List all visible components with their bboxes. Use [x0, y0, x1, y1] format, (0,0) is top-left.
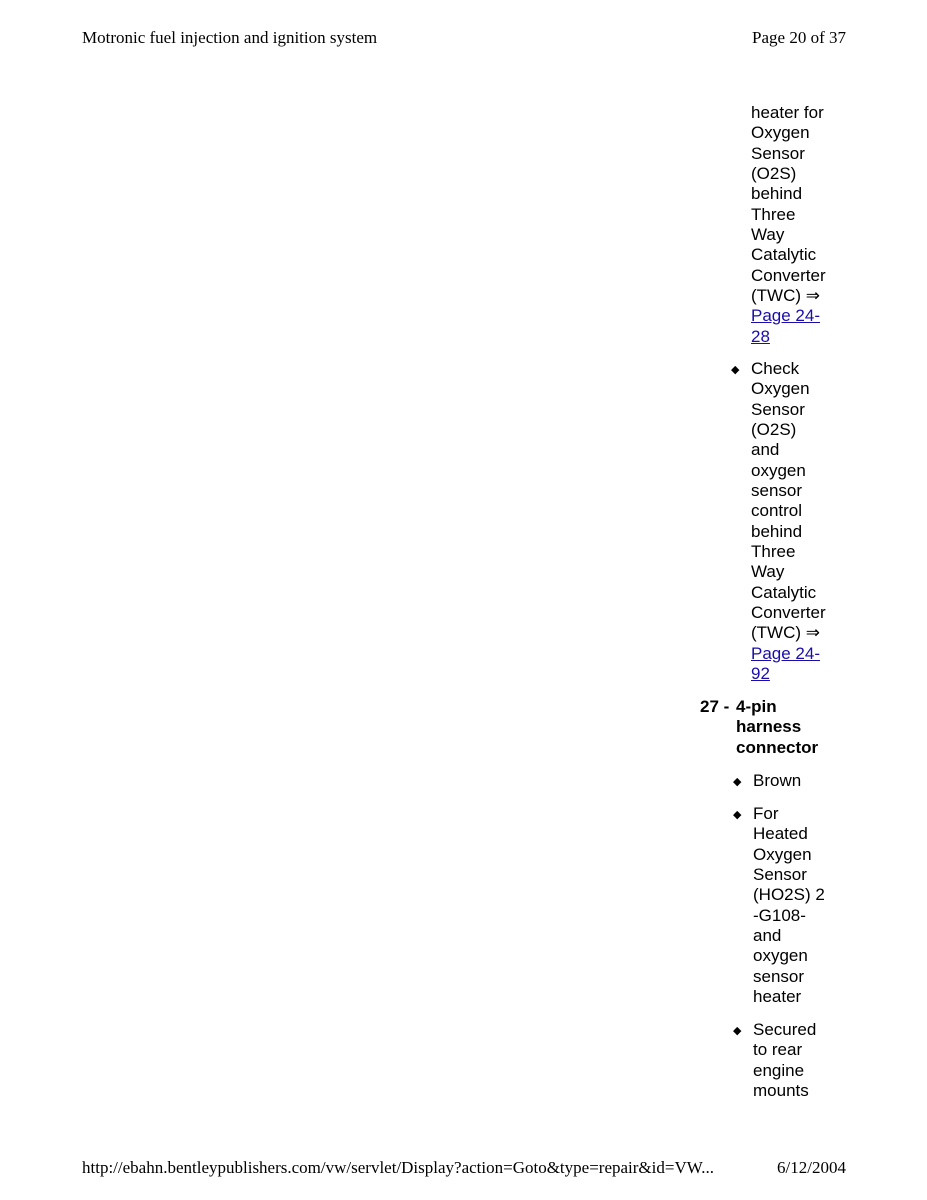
diamond-bullet-icon: ◆ — [733, 1024, 742, 1037]
page-24-92-link[interactable] — [751, 644, 826, 685]
subitem-text — [753, 1020, 816, 1101]
item-title — [736, 697, 818, 758]
text-line: Sensor — [751, 399, 805, 419]
text-line: Converter — [751, 603, 826, 623]
text-line: Oxygen — [751, 379, 810, 399]
text-line: Brown — [753, 771, 802, 790]
footer-date: 6/12/2004 — [777, 1158, 846, 1177]
item-number: 27 - — [700, 697, 730, 716]
diamond-bullet-icon: ◆ — [731, 363, 740, 376]
text-line: Oxygen — [753, 844, 812, 864]
text-line: Sensor — [751, 143, 805, 163]
text-line: (TWC) ⇒ — [751, 623, 820, 643]
text-line: and — [753, 926, 782, 946]
text-line: Three — [751, 542, 796, 562]
text-line: Way — [751, 562, 785, 582]
continued-item-text — [751, 103, 826, 347]
text-line: harness — [736, 717, 802, 737]
text-line: sensor — [753, 966, 805, 986]
text-line: sensor — [751, 481, 803, 501]
text-line: oxygen — [753, 946, 808, 966]
diamond-bullet-icon: ◆ — [733, 775, 742, 788]
text-line: and — [751, 440, 780, 460]
text-line: -G108- — [753, 905, 806, 925]
text-line: to rear — [753, 1040, 803, 1060]
link-line[interactable]: 92 — [751, 664, 770, 684]
subitem-text — [753, 771, 801, 791]
diamond-bullet-icon: ◆ — [733, 808, 742, 821]
text-line: Sensor — [753, 865, 807, 885]
text-line: heater for — [751, 103, 824, 122]
text-line: oxygen — [751, 460, 806, 480]
subitem-text — [753, 804, 825, 1007]
page-24-28-link[interactable] — [751, 306, 826, 347]
text-line: Check — [751, 359, 800, 378]
page-indicator: Page 20 of 37 — [752, 28, 846, 47]
text-line: Secured — [753, 1020, 817, 1039]
check-item-text — [751, 359, 826, 685]
text-line: Heated — [753, 824, 808, 844]
text-line: heater — [753, 987, 802, 1007]
text-line: connector — [736, 737, 819, 757]
text-line: (O2S) — [751, 164, 797, 184]
footer-url: http://ebahn.bentleypublishers.com/vw/servlet/Display?action=Goto&type=repair&id=VW... — [82, 1158, 714, 1177]
link-line[interactable]: Page 24- — [751, 306, 820, 326]
text-line: Catalytic — [751, 582, 817, 602]
link-line[interactable]: 28 — [751, 326, 770, 346]
text-line: (HO2S) 2 — [753, 885, 825, 905]
text-line: (O2S) — [751, 420, 797, 440]
text-line: engine — [753, 1060, 805, 1080]
text-line: behind — [751, 184, 803, 204]
text-line: Way — [751, 225, 785, 245]
text-line: 4-pin — [736, 697, 777, 716]
text-line: Oxygen — [751, 123, 810, 143]
text-line: behind — [751, 521, 803, 541]
text-line: For — [753, 804, 779, 823]
document-title: Motronic fuel injection and ignition system — [82, 28, 378, 47]
text-line: Catalytic — [751, 245, 817, 265]
text-line: control — [751, 501, 803, 521]
text-line: (TWC) ⇒ — [751, 286, 820, 306]
link-line[interactable]: Page 24- — [751, 643, 820, 663]
text-line: mounts — [753, 1081, 809, 1101]
text-line: Converter — [751, 265, 826, 285]
text-line: Three — [751, 204, 796, 224]
